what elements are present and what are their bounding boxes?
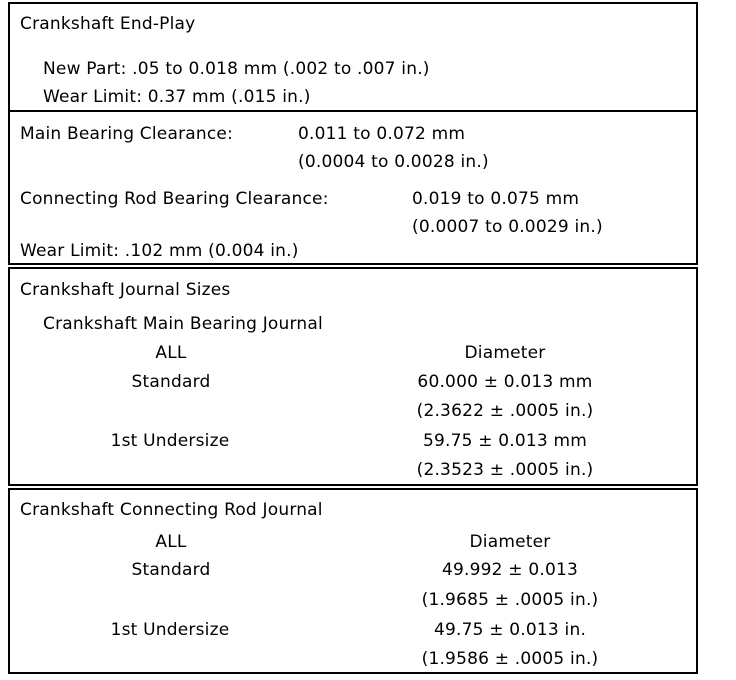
bearing-wear-limit: Wear Limit: .102 mm (0.004 in.): [20, 241, 299, 261]
rod-journal-row-label: Standard: [131, 560, 211, 580]
rod-journal-row-label: 1st Undersize: [110, 620, 230, 640]
journal-sizes-title: Crankshaft Journal Sizes: [20, 280, 231, 300]
rod-journal-row-in: (1.9685 ± .0005 in.): [421, 590, 599, 610]
main-journal-row-in: (2.3622 ± .0005 in.): [416, 401, 594, 421]
rod-journal-row-mm: 49.992 ± 0.013: [441, 560, 578, 580]
main-journal-col-all: ALL: [155, 343, 187, 363]
main-journal-subtitle: Crankshaft Main Bearing Journal: [43, 314, 323, 334]
rod-journal-section: [8, 488, 698, 674]
end-play-section: [8, 2, 698, 112]
bearing-clearance-section: [8, 110, 698, 265]
rod-journal-col-all: ALL: [155, 532, 187, 552]
main-bearing-label: Main Bearing Clearance:: [20, 124, 233, 144]
rod-journal-title: Crankshaft Connecting Rod Journal: [20, 500, 323, 520]
rod-bearing-in: (0.0007 to 0.0029 in.): [412, 217, 603, 237]
main-journal-col-diameter: Diameter: [464, 343, 546, 363]
rod-bearing-label: Connecting Rod Bearing Clearance:: [20, 189, 329, 209]
main-journal-row-label: 1st Undersize: [110, 431, 230, 451]
main-journal-row-in: (2.3523 ± .0005 in.): [416, 460, 594, 480]
spec-sheet: [8, 2, 698, 674]
journal-sizes-section: [8, 267, 698, 486]
main-journal-row-mm: 59.75 ± 0.013 mm: [422, 431, 588, 451]
rod-journal-row-mm: 49.75 ± 0.013 in.: [433, 620, 587, 640]
main-journal-row-mm: 60.000 ± 0.013 mm: [417, 372, 593, 392]
end-play-title: Crankshaft End-Play: [20, 14, 196, 34]
main-journal-row-label: Standard: [131, 372, 211, 392]
main-bearing-mm: 0.011 to 0.072 mm: [298, 124, 466, 144]
rod-journal-col-diameter: Diameter: [469, 532, 551, 552]
rod-bearing-mm: 0.019 to 0.075 mm: [412, 189, 580, 209]
main-bearing-in: (0.0004 to 0.0028 in.): [298, 152, 489, 172]
end-play-wear-limit: Wear Limit: 0.37 mm (.015 in.): [43, 87, 311, 107]
rod-journal-row-in: (1.9586 ± .0005 in.): [421, 649, 599, 669]
end-play-new-part: New Part: .05 to 0.018 mm (.002 to .007 in.): [43, 59, 430, 79]
